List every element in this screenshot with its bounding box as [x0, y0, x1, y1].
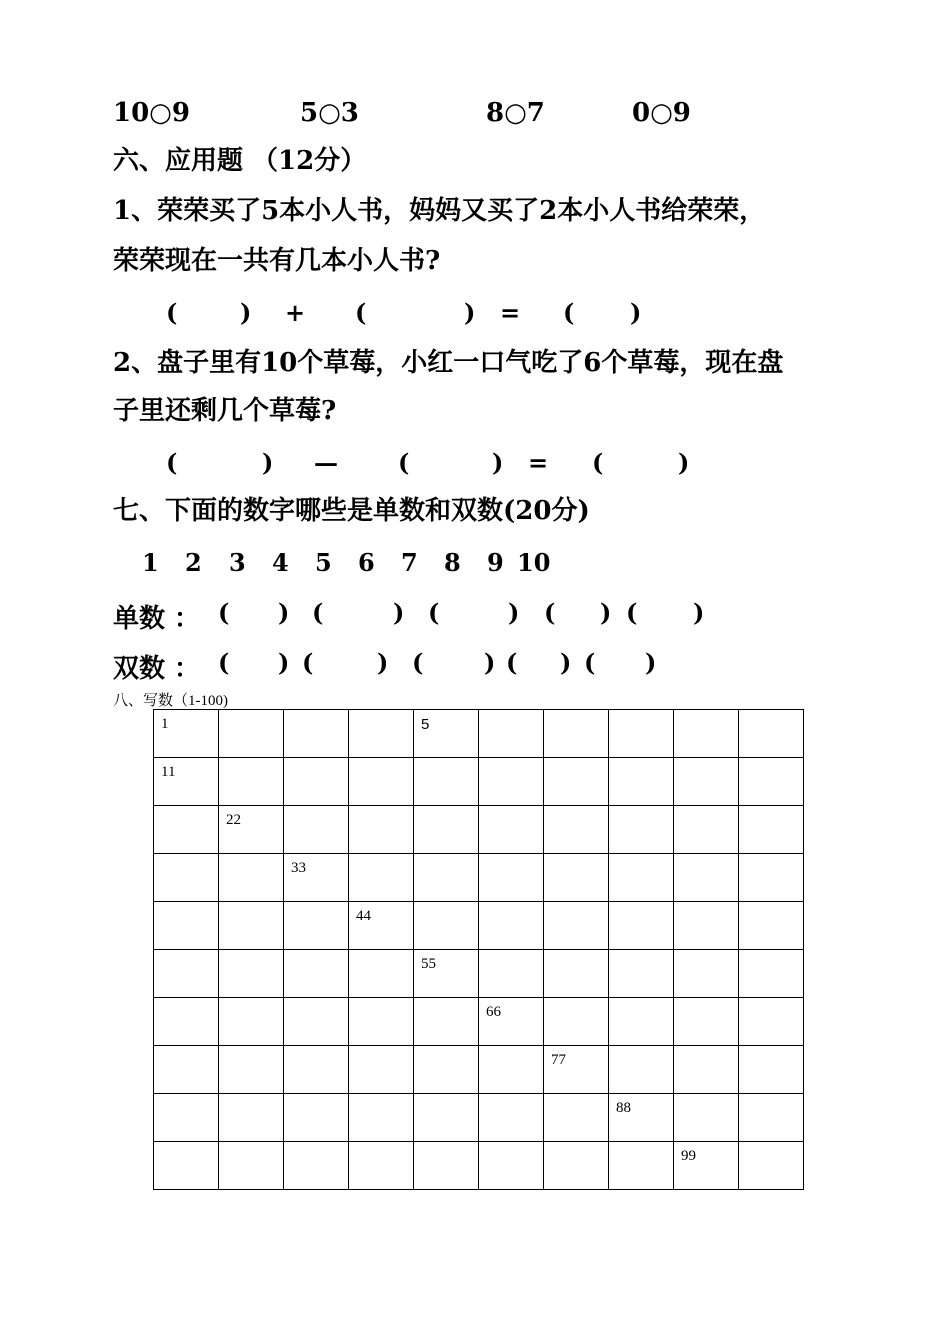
number-item: 2: [185, 548, 202, 577]
grid-cell-value: [154, 1142, 218, 1148]
number-item: 4: [272, 548, 289, 577]
grid-cell[interactable]: [544, 998, 609, 1046]
grid-cell-value: [219, 1142, 283, 1148]
grid-cell[interactable]: [219, 854, 284, 902]
grid-cell[interactable]: [544, 950, 609, 998]
grid-cell[interactable]: [349, 1046, 414, 1094]
grid-cell-value: [219, 710, 283, 716]
answer-blank[interactable]: (: [312, 598, 324, 627]
grid-row: [154, 998, 804, 1046]
grid-cell[interactable]: [219, 806, 284, 854]
number-item: 1: [142, 548, 159, 577]
grid-cell[interactable]: [349, 998, 414, 1046]
grid-row: [154, 806, 804, 854]
grid-cell[interactable]: [544, 1046, 609, 1094]
grid-cell[interactable]: [739, 998, 804, 1046]
grid-cell-value: [349, 998, 413, 1004]
grid-cell[interactable]: [674, 998, 739, 1046]
paren-close: ): [678, 448, 690, 477]
grid-cell-value: [479, 758, 543, 764]
grid-row: [154, 1094, 804, 1142]
grid-cell[interactable]: [739, 902, 804, 950]
grid-cell[interactable]: [414, 1046, 479, 1094]
answer-blank[interactable]: ): [278, 598, 290, 627]
grid-cell-value: [349, 1094, 413, 1100]
grid-cell[interactable]: [154, 710, 219, 758]
grid-cell-value: [544, 998, 608, 1004]
grid-cell[interactable]: [609, 1094, 674, 1142]
grid-cell-value: [544, 1094, 608, 1100]
grid-cell[interactable]: [609, 758, 674, 806]
grid-cell-value: [674, 854, 738, 860]
grid-cell[interactable]: [349, 710, 414, 758]
grid-row: [154, 854, 804, 902]
paren-close: ): [464, 298, 476, 327]
grid-cell-value: [349, 854, 413, 860]
grid-cell[interactable]: [739, 1094, 804, 1142]
grid-cell-value: [479, 710, 543, 716]
grid-cell-value: [219, 854, 283, 860]
grid-cell-value: [219, 950, 283, 956]
grid-cell[interactable]: [349, 854, 414, 902]
grid-cell[interactable]: [414, 902, 479, 950]
grid-cell-value: [739, 1142, 803, 1148]
grid-cell-value: [739, 806, 803, 812]
grid-cell-value: [479, 902, 543, 908]
number-item: 6: [358, 548, 375, 577]
grid-cell[interactable]: [219, 998, 284, 1046]
grid-cell-value: [479, 1046, 543, 1052]
comparison-item: 8○7: [486, 98, 545, 128]
grid-cell[interactable]: [284, 758, 349, 806]
number-item: 10: [517, 548, 551, 577]
grid-cell-value: [479, 806, 543, 812]
grid-cell-value: 88: [616, 1100, 631, 1116]
number-item: 3: [229, 548, 246, 577]
number-item: 8: [444, 548, 461, 577]
grid-cell[interactable]: [349, 1142, 414, 1190]
question-1-text: 荣荣现在一共有几本小人书?: [113, 246, 441, 276]
answer-blank[interactable]: ): [645, 648, 657, 677]
grid-cell-value: [609, 710, 673, 716]
even-label: 双数 ：: [113, 654, 201, 684]
grid-cell[interactable]: [414, 998, 479, 1046]
grid-cell[interactable]: [674, 1142, 739, 1190]
grid-cell-value: [414, 1046, 478, 1052]
grid-cell[interactable]: [609, 1046, 674, 1094]
paren-open: (: [563, 298, 575, 327]
grid-cell[interactable]: [284, 950, 349, 998]
answer-blank[interactable]: (: [218, 598, 230, 627]
grid-cell-value: 1: [161, 716, 169, 732]
grid-cell-value: [414, 806, 478, 812]
grid-cell[interactable]: [284, 1046, 349, 1094]
grid-cell[interactable]: [479, 950, 544, 998]
grid-cell-value: 99: [681, 1148, 696, 1164]
grid-row: [154, 1046, 804, 1094]
grid-cell[interactable]: [544, 854, 609, 902]
grid-cell[interactable]: [284, 710, 349, 758]
grid-cell-value: [739, 1094, 803, 1100]
grid-cell-value: [739, 1046, 803, 1052]
grid-cell[interactable]: [284, 998, 349, 1046]
grid-cell[interactable]: [479, 998, 544, 1046]
grid-cell[interactable]: [739, 758, 804, 806]
grid-cell-value: [349, 806, 413, 812]
grid-cell[interactable]: [414, 950, 479, 998]
grid-cell-value: [414, 854, 478, 860]
grid-cell-value: [414, 902, 478, 908]
answer-blank[interactable]: ): [508, 598, 520, 627]
grid-row: [154, 710, 804, 758]
grid-cell[interactable]: [219, 902, 284, 950]
grid-cell[interactable]: [219, 1142, 284, 1190]
grid-cell[interactable]: [544, 758, 609, 806]
grid-cell[interactable]: [219, 710, 284, 758]
grid-cell-value: [349, 710, 413, 716]
question-2-text: 2、盘子里有10个草莓，小红一口气吃了6个草莓，现在盘: [113, 348, 784, 378]
number-item: 7: [401, 548, 418, 577]
grid-cell[interactable]: [479, 758, 544, 806]
grid-cell[interactable]: [739, 710, 804, 758]
grid-cell[interactable]: [479, 806, 544, 854]
number-item: 9: [487, 548, 504, 577]
grid-cell-value: [349, 950, 413, 956]
grid-cell-value: [609, 950, 673, 956]
grid-cell-value: 33: [291, 860, 306, 876]
answer-blank[interactable]: (: [544, 598, 556, 627]
grid-cell-value: [284, 998, 348, 1004]
answer-blank[interactable]: ): [484, 648, 496, 677]
grid-cell[interactable]: [284, 902, 349, 950]
answer-blank[interactable]: ): [560, 648, 572, 677]
grid-cell[interactable]: [219, 1046, 284, 1094]
grid-cell-value: [739, 758, 803, 764]
grid-cell[interactable]: [544, 710, 609, 758]
grid-cell-value: [284, 1142, 348, 1148]
comparison-item: 10○9: [113, 98, 190, 128]
grid-cell[interactable]: [544, 806, 609, 854]
grid-cell[interactable]: [154, 950, 219, 998]
paren-close: ): [240, 298, 252, 327]
paren-close: ): [630, 298, 642, 327]
grid-cell-value: [609, 1142, 673, 1148]
grid-cell[interactable]: [154, 1046, 219, 1094]
grid-cell[interactable]: [284, 1142, 349, 1190]
grid-cell[interactable]: [674, 950, 739, 998]
grid-cell[interactable]: [414, 758, 479, 806]
grid-cell-value: [609, 758, 673, 764]
grid-cell[interactable]: [479, 854, 544, 902]
grid-cell-value: [674, 1046, 738, 1052]
grid-cell-value: 55: [421, 956, 436, 972]
grid-cell[interactable]: [479, 710, 544, 758]
grid-cell-value: [609, 854, 673, 860]
number-grid: [153, 709, 804, 1190]
comparison-item: 5○3: [300, 98, 359, 128]
grid-cell[interactable]: [479, 1094, 544, 1142]
grid-cell-value: [154, 806, 218, 812]
grid-cell[interactable]: [739, 854, 804, 902]
grid-cell-value: 5: [421, 716, 430, 733]
paren-open: (: [592, 448, 604, 477]
answer-blank[interactable]: (: [626, 598, 638, 627]
paren-open: (: [355, 298, 367, 327]
grid-cell-value: [154, 950, 218, 956]
grid-cell-value: [739, 710, 803, 716]
equals-sign: =: [500, 298, 521, 327]
grid-cell[interactable]: [479, 902, 544, 950]
grid-cell-value: [414, 998, 478, 1004]
grid-cell[interactable]: [609, 998, 674, 1046]
grid-cell[interactable]: [739, 1142, 804, 1190]
grid-cell[interactable]: [609, 854, 674, 902]
grid-cell[interactable]: [609, 950, 674, 998]
grid-cell-value: [479, 1094, 543, 1100]
grid-cell-value: [674, 902, 738, 908]
answer-blank[interactable]: ): [600, 598, 612, 627]
grid-cell[interactable]: [219, 950, 284, 998]
grid-cell-value: [544, 710, 608, 716]
grid-cell-value: [414, 1094, 478, 1100]
grid-cell[interactable]: [349, 902, 414, 950]
answer-blank[interactable]: (: [506, 648, 518, 677]
grid-cell-value: [349, 758, 413, 764]
grid-cell-value: 22: [226, 812, 241, 828]
grid-cell[interactable]: [154, 998, 219, 1046]
grid-cell-value: 44: [356, 908, 371, 924]
grid-cell-value: [349, 1142, 413, 1148]
grid-cell[interactable]: [414, 1142, 479, 1190]
grid-cell-value: [219, 1094, 283, 1100]
grid-cell-value: [609, 1046, 673, 1052]
grid-row: [154, 950, 804, 998]
grid-cell-value: [479, 950, 543, 956]
grid-cell[interactable]: [609, 710, 674, 758]
grid-row: [154, 758, 804, 806]
question-2-text: 子里还剩几个草莓?: [113, 396, 337, 426]
grid-cell-value: [349, 1046, 413, 1052]
grid-cell-value: [284, 1094, 348, 1100]
grid-cell[interactable]: [739, 806, 804, 854]
grid-cell-value: [609, 806, 673, 812]
grid-cell-value: [219, 902, 283, 908]
grid-cell-value: [219, 1046, 283, 1052]
grid-cell-value: [674, 950, 738, 956]
grid-cell[interactable]: [154, 1142, 219, 1190]
grid-cell-value: 66: [486, 1004, 501, 1020]
grid-cell[interactable]: [674, 710, 739, 758]
grid-cell-value: [219, 758, 283, 764]
grid-cell-value: [609, 902, 673, 908]
answer-blank[interactable]: (: [428, 598, 440, 627]
grid-cell-value: [284, 806, 348, 812]
grid-cell-value: [544, 950, 608, 956]
grid-cell-value: [739, 998, 803, 1004]
grid-cell[interactable]: [219, 1094, 284, 1142]
grid-cell[interactable]: [544, 1142, 609, 1190]
grid-cell-value: [674, 710, 738, 716]
grid-cell-value: [414, 1142, 478, 1148]
paren-close: ): [262, 448, 274, 477]
answer-blank[interactable]: ): [693, 598, 705, 627]
grid-cell[interactable]: [349, 950, 414, 998]
comparison-item: 0○9: [632, 98, 691, 128]
grid-cell[interactable]: [674, 854, 739, 902]
grid-cell-value: [284, 710, 348, 716]
grid-cell-value: [479, 854, 543, 860]
grid-cell-value: [284, 902, 348, 908]
answer-blank[interactable]: (: [302, 648, 314, 677]
grid-cell[interactable]: [154, 902, 219, 950]
grid-cell-value: [739, 854, 803, 860]
section-8-title: 八、写数（1-100): [113, 693, 228, 709]
number-item: 5: [315, 548, 332, 577]
grid-cell-value: [544, 854, 608, 860]
grid-cell[interactable]: [154, 1094, 219, 1142]
grid-cell-value: [544, 1142, 608, 1148]
grid-cell-value: [154, 998, 218, 1004]
grid-cell[interactable]: [414, 710, 479, 758]
grid-cell[interactable]: [284, 1094, 349, 1142]
grid-cell[interactable]: [154, 758, 219, 806]
grid-cell-value: 11: [161, 764, 176, 780]
paren-open: (: [166, 298, 178, 327]
grid-cell[interactable]: [674, 1094, 739, 1142]
paren-close: ): [492, 448, 504, 477]
grid-cell[interactable]: [349, 806, 414, 854]
grid-cell-value: [284, 1046, 348, 1052]
grid-cell[interactable]: [674, 806, 739, 854]
grid-cell-value: [544, 902, 608, 908]
grid-cell[interactable]: [609, 806, 674, 854]
grid-cell[interactable]: [674, 758, 739, 806]
grid-cell[interactable]: [479, 1142, 544, 1190]
grid-cell[interactable]: [349, 758, 414, 806]
answer-blank[interactable]: ): [278, 648, 290, 677]
grid-cell-value: [544, 758, 608, 764]
grid-cell[interactable]: [544, 1094, 609, 1142]
grid-cell[interactable]: [609, 902, 674, 950]
odd-label: 单数 ：: [113, 604, 201, 634]
grid-cell-value: [284, 950, 348, 956]
section-6-title: 六、应用题 （12分）: [113, 146, 367, 176]
grid-cell-value: [674, 1094, 738, 1100]
grid-cell-value: [479, 1142, 543, 1148]
grid-cell-value: [609, 998, 673, 1004]
answer-blank[interactable]: ): [377, 648, 389, 677]
grid-cell[interactable]: [609, 1142, 674, 1190]
grid-cell[interactable]: [674, 1046, 739, 1094]
grid-cell[interactable]: [154, 806, 219, 854]
grid-cell[interactable]: [284, 854, 349, 902]
grid-cell-value: [154, 1046, 218, 1052]
grid-cell-value: [544, 806, 608, 812]
grid-cell[interactable]: [414, 806, 479, 854]
grid-cell[interactable]: [154, 854, 219, 902]
grid-row: [154, 902, 804, 950]
grid-cell-value: [739, 950, 803, 956]
answer-blank[interactable]: (: [412, 648, 424, 677]
grid-row: [154, 1142, 804, 1190]
grid-cell-value: [284, 758, 348, 764]
paren-open: (: [166, 448, 178, 477]
grid-cell-value: [414, 758, 478, 764]
section-7-title: 七、下面的数字哪些是单数和双数(20分): [113, 496, 590, 526]
grid-cell[interactable]: [479, 1046, 544, 1094]
plus-sign: +: [285, 298, 306, 327]
grid-cell-value: [674, 806, 738, 812]
grid-cell[interactable]: [674, 902, 739, 950]
grid-cell[interactable]: [544, 902, 609, 950]
grid-cell[interactable]: [739, 950, 804, 998]
answer-blank[interactable]: (: [218, 648, 230, 677]
grid-cell[interactable]: [739, 1046, 804, 1094]
paren-open: (: [398, 448, 410, 477]
grid-cell-value: [674, 998, 738, 1004]
grid-cell-value: [154, 854, 218, 860]
grid-cell-value: [154, 902, 218, 908]
grid-cell-value: [739, 902, 803, 908]
question-1-text: 1、荣荣买了5本小人书，妈妈又买了2本小人书给荣荣，: [113, 196, 766, 226]
grid-cell-value: [154, 1094, 218, 1100]
minus-sign: —: [314, 448, 338, 477]
grid-cell[interactable]: [284, 806, 349, 854]
answer-blank[interactable]: ): [393, 598, 405, 627]
grid-cell[interactable]: [414, 1094, 479, 1142]
grid-cell[interactable]: [414, 854, 479, 902]
answer-blank[interactable]: (: [584, 648, 596, 677]
grid-cell-value: 77: [551, 1052, 566, 1068]
grid-cell[interactable]: [349, 1094, 414, 1142]
grid-cell-value: [674, 758, 738, 764]
grid-cell-value: [219, 998, 283, 1004]
equals-sign: =: [528, 448, 549, 477]
grid-cell[interactable]: [219, 758, 284, 806]
